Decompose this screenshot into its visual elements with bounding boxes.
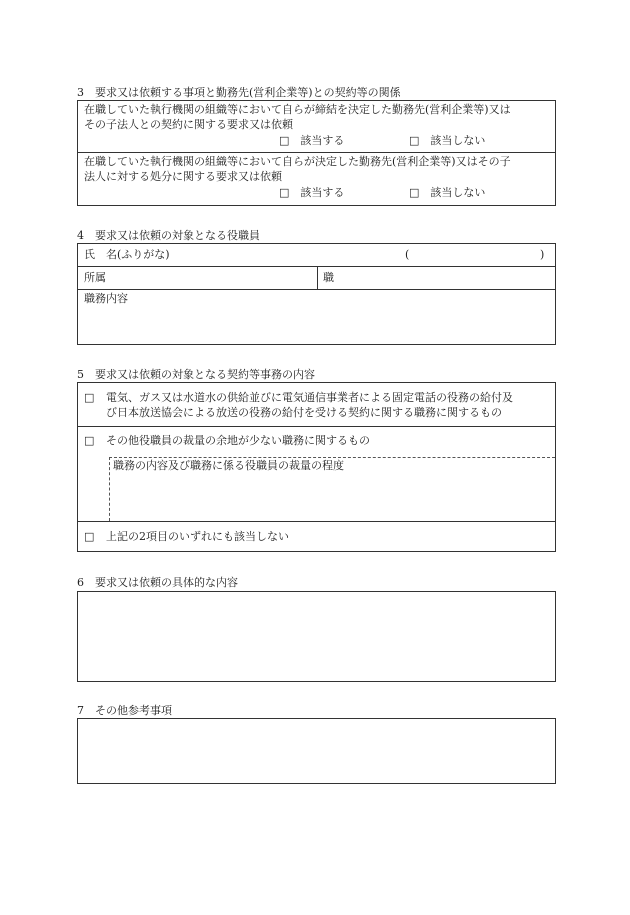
section-5-table: [77, 382, 556, 552]
s3-row2-check-yes[interactable]: □ 該当する: [279, 186, 345, 199]
s3-row1-check-no[interactable]: □ 該当しない: [409, 134, 486, 147]
section-4-heading: 4 要求又は依頼の対象となる役職員: [77, 229, 260, 242]
s3-row2-line2: 法人に対する処分に関する要求又は依頼: [84, 170, 282, 183]
s3-row2-check-no[interactable]: □ 該当しない: [409, 186, 486, 199]
s3-row1-check-yes[interactable]: □ 該当する: [279, 134, 345, 147]
s3-row1-line2: その子法人との契約に関する要求又は依頼: [84, 118, 293, 131]
s5-opt2-text: その他役職員の裁量の余地が少ない職務に関するもの: [106, 434, 370, 447]
s3-row2-line1: 在職していた執行機関の組織等において自らが決定した勤務先(営利企業等)又はその子: [84, 155, 511, 168]
section-3-heading: 3 要求又は依頼する事項と勤務先(営利企業等)との契約等の関係: [77, 86, 401, 99]
s5-opt3-checkbox[interactable]: □: [84, 530, 95, 543]
s3-row-divider: [78, 152, 555, 153]
section-7-input-box[interactable]: [77, 718, 556, 784]
s4-name-label: 氏 名(ふりがな): [84, 248, 170, 261]
section-6-input-box[interactable]: [77, 591, 556, 682]
section-6-heading: 6 要求又は依頼の具体的な内容: [77, 576, 238, 589]
s4-position-label: 職: [323, 271, 334, 284]
s4-divider-2: [78, 289, 555, 290]
s4-duties-label: 職務内容: [84, 292, 128, 305]
section-3-table: [77, 100, 556, 206]
s5-sub-dashed-left: [109, 457, 110, 521]
s4-paren-open: (: [405, 248, 410, 261]
s5-divider-2: [78, 521, 555, 522]
s4-affiliation-label: 所属: [84, 271, 106, 284]
s5-opt3-text: 上記の2項目のいずれにも該当しない: [106, 530, 289, 543]
section-7-heading: 7 その他参考事項: [77, 704, 172, 717]
s5-divider-1: [78, 426, 555, 427]
s4-paren-close: ): [540, 248, 545, 261]
s5-opt1-line2: び日本放送協会による放送の役務の給付を受ける契約に関する職務に関するもの: [106, 406, 502, 419]
section-5-heading: 5 要求又は依頼の対象となる契約等事務の内容: [77, 368, 315, 381]
s5-opt1-line1: 電気、ガス又は水道水の供給並びに電気通信事業者による固定電話の役務の給付及: [106, 391, 513, 404]
s5-opt2-sub-label: 職務の内容及び職務に係る役職員の裁量の程度: [113, 459, 344, 472]
s5-opt2-checkbox[interactable]: □: [84, 434, 95, 447]
s3-row1-line1: 在職していた執行機関の組織等において自らが締結を決定した勤務先(営利企業等)又は: [84, 103, 511, 116]
s5-sub-dashed-top: [109, 457, 555, 458]
s5-opt1-checkbox[interactable]: □: [84, 391, 95, 404]
section-4-table: [77, 243, 556, 345]
s4-vertical-divider: [317, 266, 318, 289]
